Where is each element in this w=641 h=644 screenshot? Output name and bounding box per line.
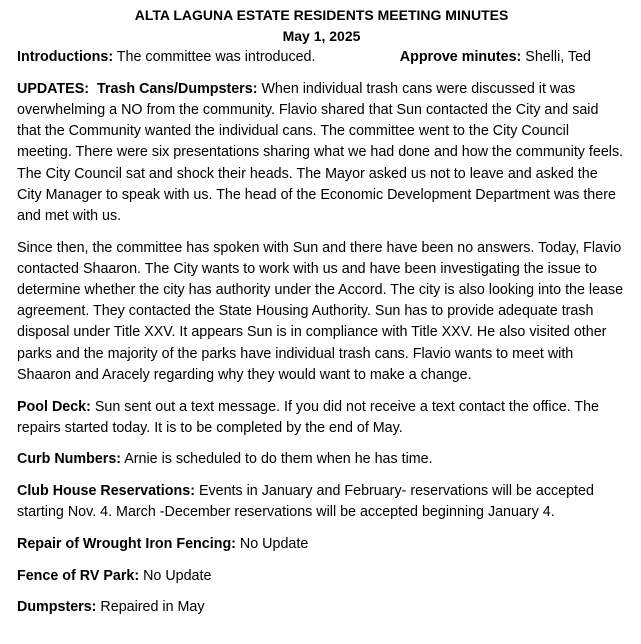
curb-numbers-item bbox=[17, 449, 626, 470]
document-title: ALTA LAGUNA ESTATE RESIDENTS MEETING MINUTES bbox=[134, 7, 509, 23]
meeting-date: May 1, 2025 bbox=[282, 28, 361, 44]
updates-label: UPDATES: bbox=[17, 80, 90, 97]
item-text: Arnie is scheduled to do them when he has time. bbox=[121, 451, 433, 468]
rv-park-fence-item bbox=[17, 566, 626, 587]
item-label: Club House Reservations: bbox=[17, 483, 195, 500]
club-house-item bbox=[17, 481, 626, 523]
item-text: No Update bbox=[235, 536, 309, 553]
pool-deck-item bbox=[17, 397, 626, 439]
introductions-text: The committee was introduced. bbox=[113, 49, 316, 65]
item-text: Events in January and February- reservations will be accepted starting Nov. 4. March -December reservations will be accepted beginning January 4. bbox=[17, 483, 594, 521]
trash-cans-label: Trash Cans/Dumpsters: bbox=[96, 80, 258, 97]
wrought-iron-item bbox=[17, 534, 626, 555]
item-label: Dumpsters: bbox=[17, 599, 97, 616]
approve-minutes bbox=[400, 47, 626, 68]
item-text: Sun sent out a text message. If you did not receive a text contact the office. The repairs started today. It is to be completed by the end of May. bbox=[17, 398, 599, 436]
item-text: Repaired in May bbox=[96, 599, 205, 616]
introductions bbox=[17, 47, 315, 68]
item-label: Pool Deck: bbox=[17, 398, 91, 415]
item-label: Repair of Wrought Iron Fencing: bbox=[17, 536, 236, 553]
item-label: Curb Numbers: bbox=[17, 451, 122, 468]
item-label: Fence of RV Park: bbox=[17, 567, 140, 584]
intro-row bbox=[17, 47, 626, 68]
item-text: No Update bbox=[139, 567, 212, 584]
trash-cans-text: When individual trash cans were discussed it was overwhelming a NO from the community. Flavio shared that Sun contacted the City and said that the Community wanted the individual cans. The committee went to the City Council meeting. There were six presentations sharing what we had done and how the community feels. The City Council sat and shock their heads. The Mayor asked us not to leave and asked the City Manager to speak with us. The head of the Economic Development Department was there and met with us. bbox=[17, 80, 624, 224]
dumpsters-item bbox=[17, 597, 626, 618]
introductions-label: Introductions: bbox=[17, 49, 114, 65]
approve-minutes-label: Approve minutes: bbox=[399, 49, 522, 65]
updates-paragraph bbox=[17, 79, 626, 227]
followup-paragraph: Since then, the committee has spoken with Sun and there have been no answers. Today, Flavio contacted Shaaron. The City wants to work with us and have been investigating the issue to determine whether the city has authority under the Accord. The city is also looking into the lease agreement. They contacted the State Housing Authority. Sun has to provide adequate trash disposal under Title XXV. It appears Sun is in compliance with Title XXV. He also visited other parks and the majority of the parks have individual trash cans. Flavio wants to meet with Shaaron and Aracely regarding why they would want to make a change. bbox=[17, 239, 624, 383]
approve-minutes-text: Shelli, Ted bbox=[521, 49, 591, 65]
